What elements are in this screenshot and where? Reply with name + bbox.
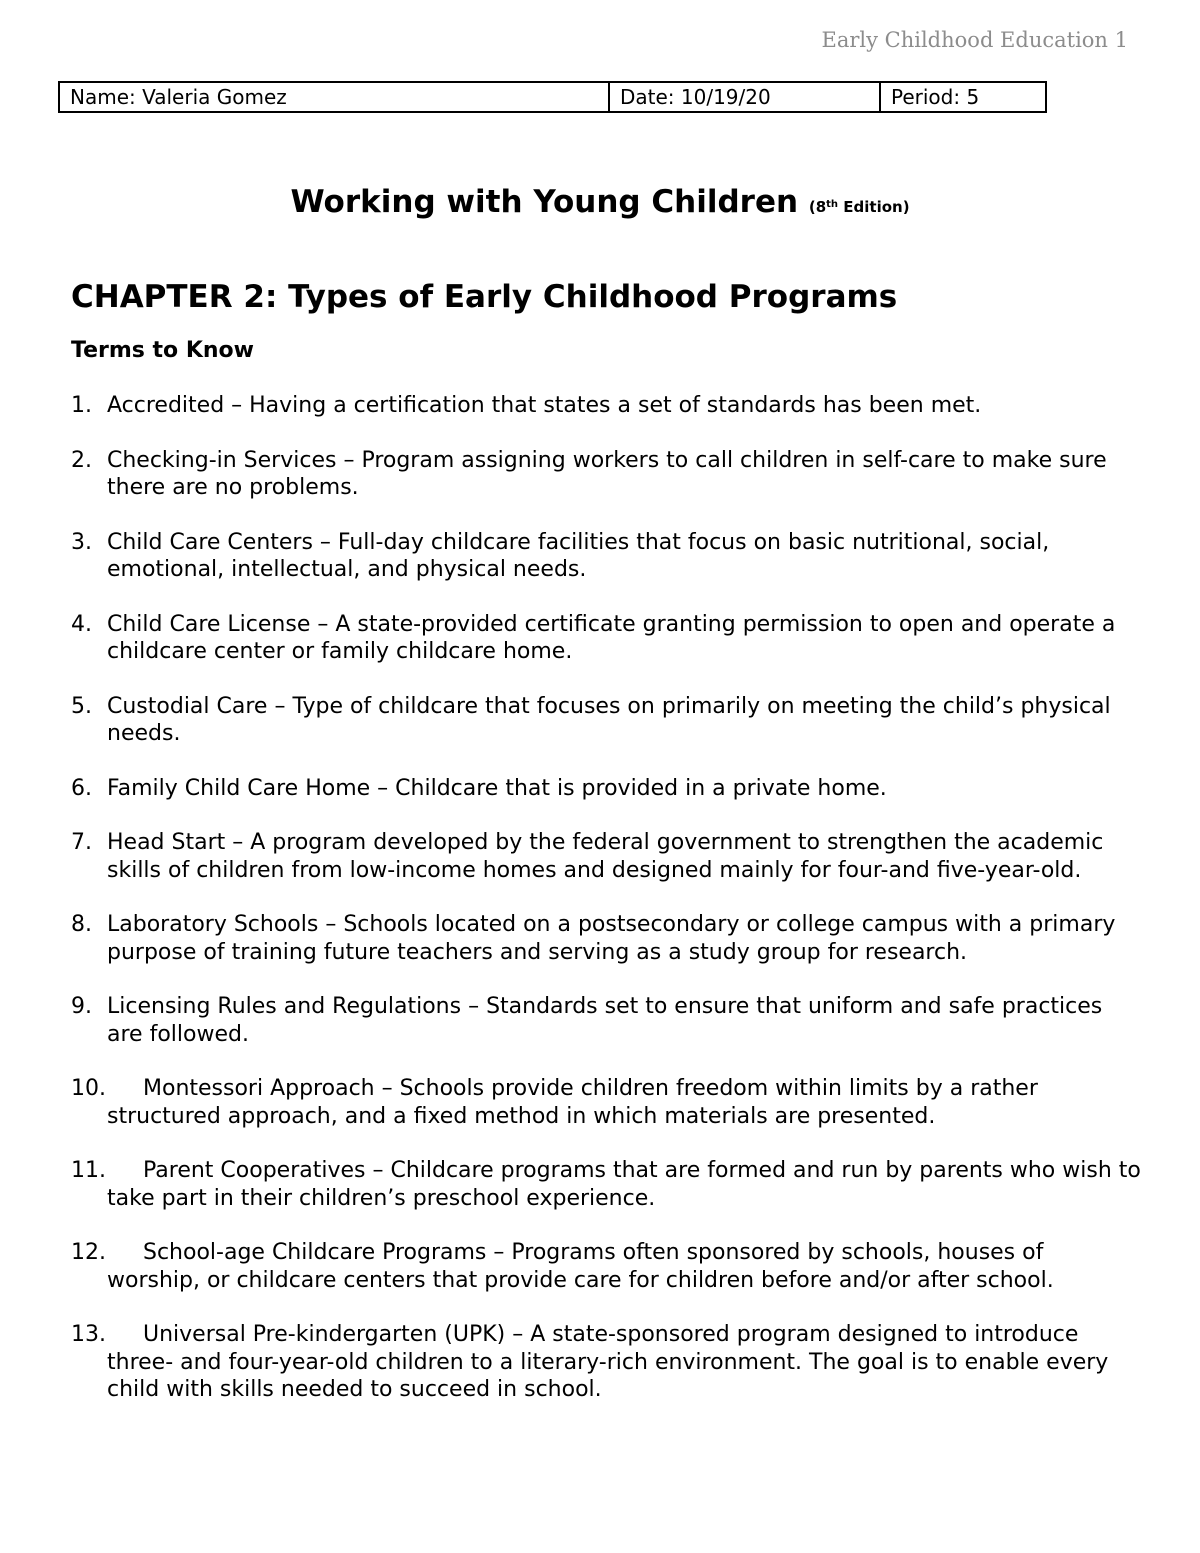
class-period: Period: 5 bbox=[891, 85, 980, 109]
term-definition: Family Child Care Home – Childcare that is provided in a private home. bbox=[107, 775, 887, 801]
term-number: 4. bbox=[71, 611, 92, 637]
term-item bbox=[71, 775, 1141, 803]
term-item bbox=[71, 693, 1141, 748]
term-item bbox=[71, 392, 1141, 420]
chapter-title: CHAPTER 2: Types of Early Childhood Programs bbox=[71, 279, 898, 315]
term-definition: Checking-in Services – Program assigning workers to call children in self-care to make sure there are no problems. bbox=[107, 447, 1107, 500]
term-definition: Child Care License – A state-provided certificate granting permission to open and operate a childcare center or family childcare home. bbox=[107, 611, 1116, 664]
book-title bbox=[0, 184, 1200, 220]
term-number: 5. bbox=[71, 693, 92, 719]
term-definition: Universal Pre-kindergarten (UPK) – A state-sponsored program designed to introduce three- and four-year-old children to a literary-rich environment. The goal is to enable every child with skills needed to succeed in school. bbox=[107, 1322, 1109, 1402]
term-definition: Child Care Centers – Full-day childcare facilities that focus on basic nutritional, social, emotional, intellectual, and physical needs. bbox=[107, 529, 1050, 582]
term-definition: Licensing Rules and Regulations – Standards set to ensure that uniform and safe practices are followed. bbox=[107, 994, 1103, 1047]
term-number: 1. bbox=[71, 393, 92, 418]
term-definition: Head Start – A program developed by the federal government to strengthen the academic skills of children from low-income homes and designed mainly for four-and five-year-old. bbox=[107, 830, 1104, 883]
term-definition: Accredited – Having a certification that states a set of standards has been met. bbox=[107, 393, 982, 418]
term-item bbox=[71, 447, 1141, 502]
term-item bbox=[71, 1321, 1141, 1404]
term-definition: Laboratory Schools – Schools located on a postsecondary or college campus with a primary purpose of training future teachers and serving as a study group for research. bbox=[107, 912, 1116, 965]
term-number: 10. bbox=[71, 1076, 106, 1101]
term-number: 12. bbox=[71, 1240, 106, 1265]
student-name: Name: Valeria Gomez bbox=[60, 83, 610, 111]
edition-open: (8 bbox=[808, 198, 827, 216]
term-number: 3. bbox=[71, 529, 92, 555]
edition-superscript: th bbox=[826, 199, 839, 210]
term-definition: Parent Cooperatives – Childcare programs that are formed and run by parents who wish to take part in their children’s preschool experience. bbox=[107, 1158, 1141, 1211]
term-number: 11. bbox=[71, 1158, 106, 1183]
term-item bbox=[71, 1239, 1141, 1294]
assignment-date: Date: 10/19/20 bbox=[610, 83, 881, 111]
student-info-table bbox=[58, 81, 1047, 113]
term-item bbox=[71, 529, 1141, 584]
term-number: 9. bbox=[71, 994, 92, 1019]
page-header-course: Early Childhood Education 1 bbox=[821, 28, 1128, 52]
term-item bbox=[71, 911, 1141, 966]
terms-list bbox=[71, 392, 1141, 1431]
term-number: 13. bbox=[71, 1322, 106, 1347]
edition-close: Edition) bbox=[838, 198, 910, 216]
term-item bbox=[71, 829, 1141, 884]
section-title: Terms to Know bbox=[71, 338, 254, 363]
book-title-text: Working with Young Children bbox=[290, 184, 799, 220]
term-item bbox=[71, 1075, 1141, 1130]
term-item bbox=[71, 993, 1141, 1048]
term-item bbox=[71, 1157, 1141, 1212]
term-number: 6. bbox=[71, 775, 92, 801]
book-edition bbox=[809, 198, 910, 216]
term-number: 7. bbox=[71, 830, 92, 855]
term-item bbox=[71, 611, 1141, 666]
term-number: 2. bbox=[71, 447, 92, 473]
term-definition: Custodial Care – Type of childcare that focuses on primarily on meeting the child’s physical needs. bbox=[107, 693, 1111, 746]
term-definition: School-age Childcare Programs – Programs often sponsored by schools, houses of worship, or childcare centers that provide care for children before and/or after school. bbox=[107, 1240, 1054, 1293]
term-number: 8. bbox=[71, 912, 92, 937]
term-definition: Montessori Approach – Schools provide children freedom within limits by a rather structured approach, and a fixed method in which materials are presented. bbox=[107, 1076, 1038, 1129]
